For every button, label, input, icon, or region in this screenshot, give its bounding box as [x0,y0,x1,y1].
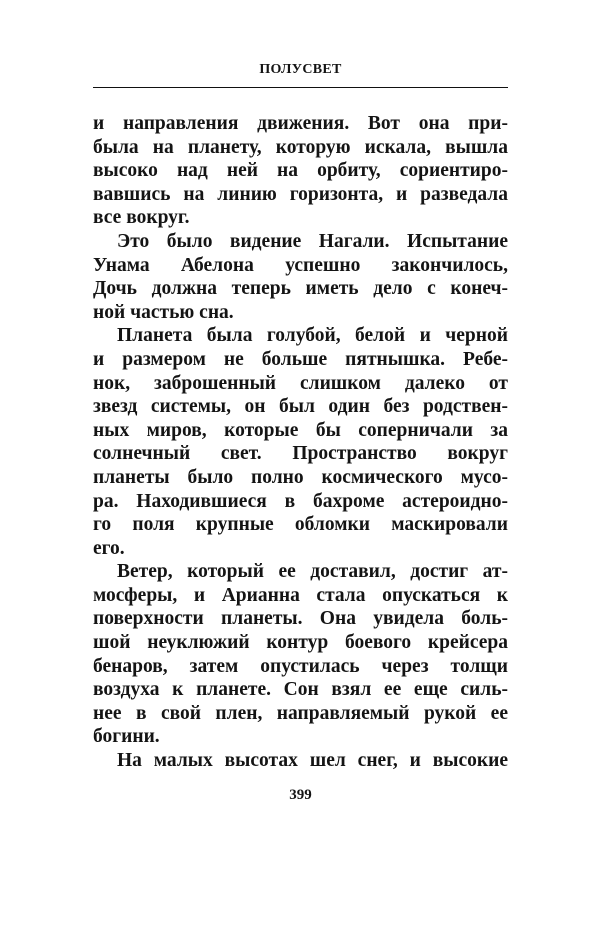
text-line: была на планету, которую искала, вышла [93,136,508,158]
text-line: нок, заброшенный слишком далеко от [93,372,508,394]
text-line: планеты было полно космического мусо- [93,466,508,488]
text-line: Это было видение Нагали. Испытание [117,230,508,252]
text-line: Планета была голубой, белой и черной [117,325,508,347]
text-line: поверхности планеты. Она увидела боль- [93,608,508,630]
paragraph [93,112,508,230]
text-line: богини. [93,726,160,748]
page-number: 399 [289,787,312,803]
header-rule [93,87,508,88]
text-line: нее в свой плен, направляемый рукой ее [93,702,508,724]
paragraph [93,230,508,324]
text-line: ра. Находившиеся в бахроме астероидно- [93,490,508,512]
text-line: шой неуклюжий контур боевого крейсера [93,632,508,654]
text-line: солнечный свет. Пространство вокруг [93,443,508,465]
text-line: его. [93,537,125,559]
text-line: ной частью сна. [93,301,234,323]
text-line: воздуха к планете. Сон взял ее еще силь- [93,679,508,701]
text-line: мосферы, и Арианна стала опускаться к [93,584,508,606]
text-line: го поля крупные обломки маскировали [93,514,508,536]
paragraph [93,560,508,749]
text-line: вавшись на линию горизонта, и разведала [93,183,508,205]
text-line: Унама Абелона успешно закончилось, [93,254,508,276]
paragraph [93,324,508,560]
text-line: бенаров, затем опустилась через толщи [93,655,508,677]
running-header: ПОЛУСВЕТ [259,62,342,77]
text-line: высоко над ней на орбиту, сориентиро- [93,160,508,182]
paragraph [93,749,508,773]
text-line: На малых высотах шел снег, и высокие [117,750,508,772]
text-line: ных миров, которые бы соперничали за [93,419,508,441]
text-line: звезд системы, он был один без родствен- [93,396,508,418]
text-line: Ветер, который ее доставил, достиг ат- [117,561,508,583]
text-line: и размером не больше пятнышка. Ребе- [93,348,508,370]
text-line: и направления движения. Вот она при- [93,113,508,134]
text-line: все вокруг. [93,207,190,229]
body-text [93,112,508,773]
text-line: Дочь должна теперь иметь дело с конеч- [93,278,508,300]
